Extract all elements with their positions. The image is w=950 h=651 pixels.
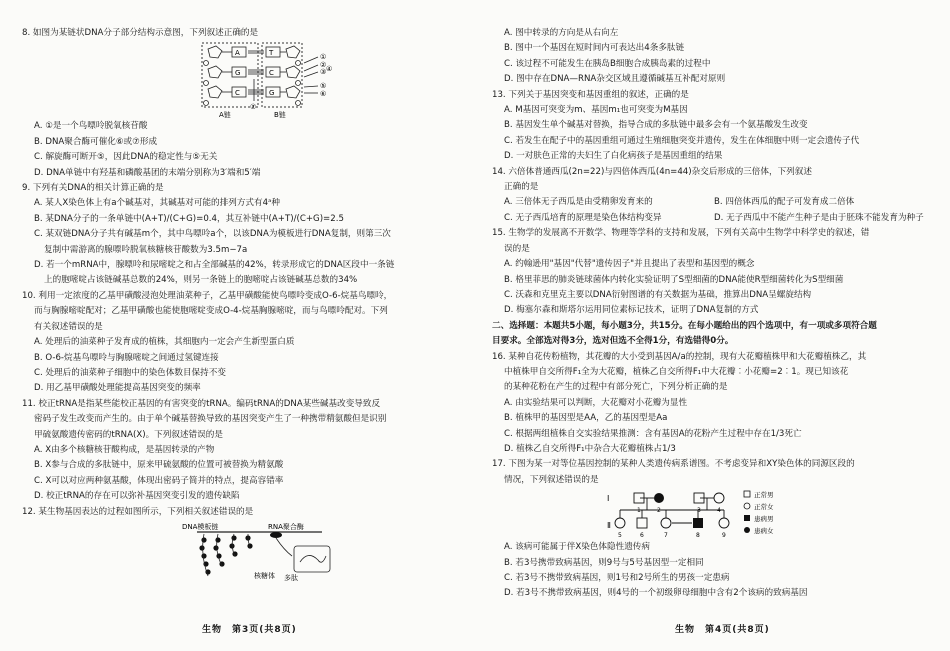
- base-c: C: [235, 89, 240, 98]
- q8-option-a: A. ①是一个鸟嘌呤脱氧核苷酸: [34, 121, 148, 132]
- ind-6: [637, 518, 647, 528]
- num-3: ③: [320, 68, 327, 77]
- ind-7: [661, 518, 671, 528]
- q17-option-a: A. 该病可能属于伴X染色体隐性遗传病: [504, 542, 650, 553]
- ind-4: [714, 493, 724, 503]
- ind-8: [693, 518, 703, 528]
- num-4: 4: [717, 507, 721, 515]
- dna-template-label: DNA模板链: [182, 522, 219, 531]
- num-8: 8: [696, 532, 700, 540]
- q15-line: A. 约翰逊用"基因"代替"遗传因子"并且提出了表型和基因型的概念: [504, 259, 755, 270]
- q12-option-a: A. 图中转录的方向是从右向左: [504, 28, 619, 38]
- num-7: ⑦: [250, 103, 257, 112]
- q17-option-d: D. 若3号不携带致病基因，则4号的一个初级卵母细胞中含有2个该病的致病基因: [504, 588, 808, 599]
- q10-line: D. 用乙基甲磺酸处理能提高基因突变的频率: [34, 383, 201, 394]
- strand-a-label: A链: [219, 111, 231, 120]
- q14-line: 正确的是: [504, 182, 539, 193]
- q16-line: B. 植株甲的基因型是AA，乙的基因型是Aa: [504, 413, 668, 424]
- q13-line: D. 一对肤色正常的夫妇生了白化病孩子是基因重组的结果: [504, 151, 723, 162]
- num-5: 5: [618, 532, 622, 540]
- q16-line: D. 植株乙自交所得F₁中杂合大花瓣植株占1/3: [504, 443, 676, 454]
- base-g: G: [235, 69, 241, 78]
- q15-line: D. 梅塞尔森和斯塔尔运用同位素标记技术，证明了DNA复制的方式: [504, 305, 759, 316]
- q11-line: B. X参与合成的多肽链中，原来甲硫氨酸的位置可被替换为精氨酸: [34, 460, 284, 471]
- num-4: ④: [326, 65, 333, 74]
- q15-line: B. 格里菲思的肺炎链球菌体内转化实验证明了S型细菌的DNA能使R型细菌转化为S型细菌: [504, 274, 844, 285]
- rna-polymerase-label: RNA聚合酶: [268, 522, 304, 531]
- q9-line: B. 某DNA分子的一条单链中(A+T)/(C+G)=0.4，其互补链中(A+T)/(C+G)=2.5: [34, 213, 344, 224]
- q15-line: C. 沃森和克里克主要以DNA衍射图谱的有关数据为基础，推算出DNA呈螺旋结构: [504, 289, 812, 300]
- q9-line: A. 某人X染色体上有a个碱基对，其碱基对可能的排列方式有4ᵃ种: [34, 198, 281, 209]
- strand-b-label: B链: [274, 111, 286, 120]
- right-column: [492, 26, 932, 602]
- gene-expression-diagram: [22, 520, 474, 584]
- q15-line: 误的是: [504, 243, 530, 254]
- dna-structure-figure: [22, 41, 474, 119]
- num-9: 9: [722, 532, 726, 540]
- q11-line: 甲硫氨酸遗传密码的tRNA(X)。下列叙述错误的是: [34, 429, 223, 440]
- gen-1-label: Ⅰ: [607, 494, 610, 504]
- ribosome-label: 核糖体: [254, 571, 275, 580]
- q14-option-d: D. 无子西瓜中不能产生种子是由于胚珠不能发育为种子: [714, 212, 924, 223]
- q17-option-b: B. 若3号携带致病基因，则9号与5号基因型一定相同: [504, 557, 704, 568]
- pedigree-chart: [492, 488, 932, 540]
- q9-line: C. 某双链DNA分子共有碱基m个，其中鸟嘌呤a个，以该DNA为模板进行DNA复制，则第三次: [34, 229, 391, 240]
- num-3: 3: [697, 507, 701, 515]
- q14-option-row: [492, 195, 932, 210]
- base-g2: G: [269, 89, 275, 98]
- num-6: ⑥: [320, 90, 327, 99]
- q14-line: 14. 六倍体普通西瓜(2n=22)与四倍体西瓜(4n=44)杂交后形成的三倍体，下列叙述: [492, 166, 812, 177]
- page-footer-right: 生物 第4页(共8页): [675, 625, 770, 635]
- q9-line: D. 若一个mRNA中，腺嘌呤和尿嘧啶之和占全部碱基的42%，转录形成它的DNA区段中一条链: [34, 260, 395, 271]
- pedigree-figure: [492, 488, 932, 540]
- q14-option-a: A. 三倍体无子西瓜是由受精卵发育来的: [504, 197, 653, 208]
- num-5: ⑤: [320, 82, 327, 91]
- q8-stem: 8. 如图为某链状DNA分子部分结构示意图，下列叙述正确的是: [22, 28, 259, 38]
- q10-line: 10. 利用一定浓度的乙基甲磺酸浸泡处理油菜种子，乙基甲磺酸能使鸟嘌呤变成O-6-烷基鸟嘌呤，: [22, 290, 393, 301]
- num-6: 6: [640, 532, 644, 540]
- q9-line: 复制中需游离的腺嘌呤脱氧核糖核苷酸数为3.5m−7a: [44, 244, 248, 255]
- num-1: 1: [637, 507, 641, 515]
- ind-5: [615, 518, 625, 528]
- gene-expression-figure: [22, 520, 474, 584]
- num-7: 7: [664, 532, 668, 540]
- q17-option-c: C. 若3号不携带致病基因，则1号和2号所生的男孩一定患病: [504, 573, 730, 583]
- q16-line: 的某种花粉在产生的过程中有部分死亡，下列分析正确的是: [504, 382, 728, 393]
- q13-line: B. 基因发生单个碱基对替换，指导合成的多肽链中最多会有一个氨基酸发生改变: [504, 120, 808, 131]
- base-t: T: [269, 49, 274, 58]
- ind-2: [654, 493, 664, 503]
- q17-line: 17. 下图为某一对等位基因控制的某种人类遗传病系谱图。不考虑变异和XY染色体的同源区段的: [492, 459, 855, 470]
- q15-line: 15. 生物学的发展离不开数学、物理等学科的支持和发展，下列有关高中生物学中科学史的叙述，错: [492, 228, 870, 239]
- q10-line: B. O-6-烷基鸟嘌呤与胸腺嘧啶之间通过氢键连接: [34, 352, 219, 363]
- legend-affected-male: 患病男: [754, 515, 774, 524]
- q16-line: A. 由实验结果可以判断，大花瓣对小花瓣为显性: [504, 397, 688, 408]
- q13-line: A. M基因可突变为m、基因m₁也可突变为M基因: [504, 105, 688, 116]
- q11-line: 密码子发生改变而产生的。由于单个碱基替换导致的基因突变产生了一种携带精氨酸但是识别: [34, 414, 387, 425]
- q14-option-row: [492, 211, 932, 226]
- legend-normal-female: 正常女: [754, 503, 774, 512]
- legend-affected-female: 患病女: [754, 527, 774, 536]
- num-2: 2: [657, 507, 661, 515]
- q10-line: 有关叙述错误的是: [34, 321, 103, 332]
- left-column: [22, 26, 474, 584]
- q14-option-c: C. 无子西瓜培育的原理是染色体结构变异: [504, 212, 662, 223]
- gen-2-label: Ⅱ: [607, 521, 611, 531]
- num-2: ②: [320, 61, 327, 70]
- q8-option-c: C. 解旋酶可断开⑤，因此DNA的稳定性与⑤无关: [34, 152, 218, 163]
- base-a: A: [235, 49, 240, 58]
- q8-option-d: D. DNA单链中有羟基和磷酸基团的末端分别称为3′端和5′端: [34, 167, 261, 178]
- q11-line: 11. 校正tRNA是指某些能校正基因的有害突变的tRNA。编码tRNA的DNA某些碱基改变导致反: [22, 398, 381, 409]
- q11-line: D. 校正tRNA的存在可以弥补基因突变引发的遗传缺陷: [34, 491, 240, 502]
- legend-normal-male: 正常男: [754, 491, 774, 500]
- q13-line: C. 若发生在配子中的基因重组可通过生殖细胞突变并遗传，发生在体细胞中则一定会遗传子代: [504, 135, 860, 146]
- ind-9: [719, 518, 729, 528]
- section-two-heading: 目要求。全部选对得3分，选对但选不全得1分，有选错得0分。: [492, 336, 734, 347]
- q10-line: A. 处理后的油菜种子发育成的植株，其细胞内一定会产生新型蛋白质: [34, 337, 295, 348]
- q10-line: 而与胸腺嘧啶配对；乙基甲磺酸也能使胞嘧啶变成O-4-烷基胸腺嘧啶，而与鸟嘌呤配对。下列: [34, 306, 388, 317]
- q16-line: 16. 某种自花传粉植物，其花瓣的大小受到基因A/a的控制，现有大花瓣植株甲和大花瓣植株乙，其: [492, 351, 867, 362]
- q16-line: 中植株甲自交所得F₁全为大花瓣，植株乙自交所得F₁中大花瓣︰小花瓣=2︰1。现已知该花: [504, 366, 849, 377]
- q12-option-b: B. 图中一个基因在短时间内可表达出4条多肽链: [504, 43, 685, 54]
- peptide-label: 多肽: [284, 573, 298, 582]
- q10-line: C. 处理后的油菜种子细胞中的染色体数目保持不变: [34, 367, 226, 378]
- q12-option-d: D. 图中存在DNA—RNA杂交区域且遵循碱基互补配对原则: [504, 74, 726, 85]
- q8-option-b: B. DNA聚合酶可催化⑥或⑦形成: [34, 136, 158, 147]
- q12-stem: 12. 某生物基因表达的过程如图所示，下列相关叙述错误的是: [22, 506, 254, 517]
- num-1: ①: [320, 53, 327, 62]
- page-footer-left: 生物 第3页(共8页): [202, 625, 297, 635]
- q11-line: C. X可以对应两种氨基酸，体现出密码子简并的特点，提高容错率: [34, 475, 284, 486]
- q11-line: A. X由多个核糖核苷酸构成，是基因转录的产物: [34, 444, 215, 455]
- q16-line: C. 根据两组植株自交实验结果推测：含有基因A的花粉产生过程中存在1/3死亡: [504, 428, 802, 439]
- q14-option-b: B. 四倍体西瓜的配子可发育成二倍体: [714, 197, 855, 208]
- q12-option-c: C. 该过程不可能发生在胰岛B细胞合成胰岛素的过程中: [504, 58, 711, 69]
- section-two-heading: 二、选择题：本题共5小题，每小题3分，共15分。在每小题给出的四个选项中，有一项或多项符合题: [492, 320, 877, 331]
- q9-line: 9. 下列有关DNA的相关计算正确的是: [22, 183, 164, 194]
- q17-line: 情况，下列叙述错误的是: [504, 474, 599, 485]
- dna-diagram: [22, 41, 474, 119]
- q9-line: 上的胞嘧啶占该链碱基总数的24%，则另一条链上的胞嘧啶占该链碱基总数的34%: [44, 275, 358, 286]
- q13-line: 13. 下列关于基因突变和基因重组的叙述，正确的是: [492, 89, 689, 100]
- base-c2: C: [269, 69, 274, 78]
